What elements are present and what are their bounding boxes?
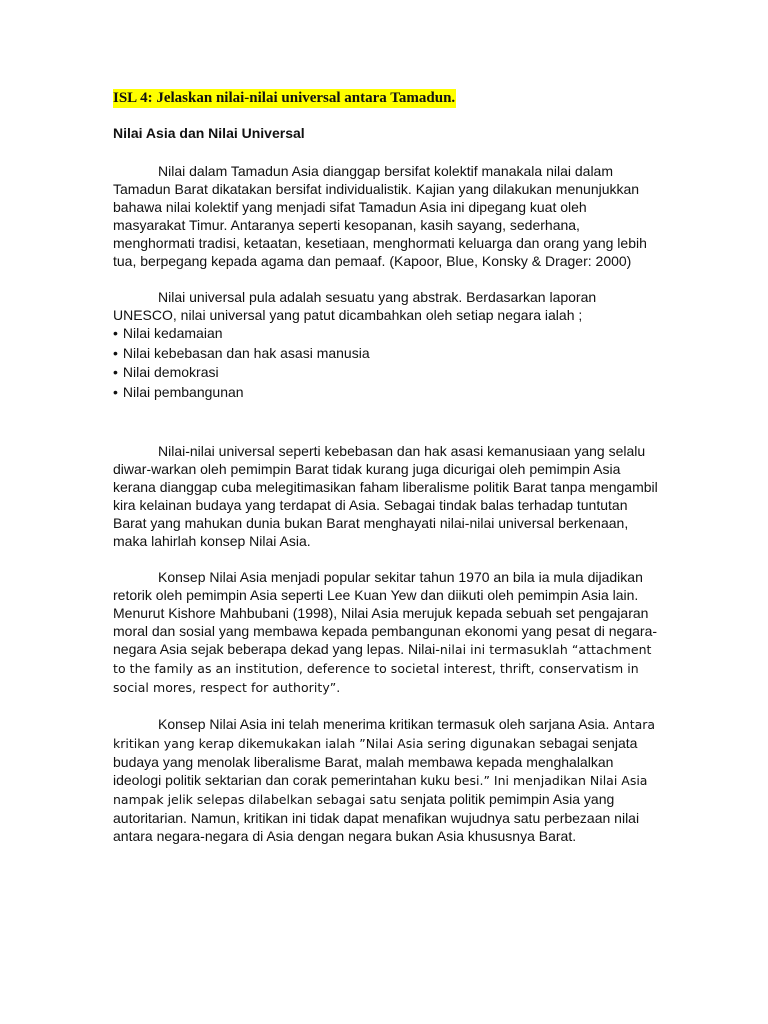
document-body <box>113 88 658 863</box>
paragraph-5-part-1: Konsep Nilai Asia ini telah menerima kritikan termasuk oleh sarjana Asia. <box>158 716 610 732</box>
list-item: • Nilai kebebasan dan hak asasi manusia <box>113 344 658 364</box>
paragraph-3: Nilai-nilai universal seperti kebebasan dan hak asasi kemanusiaan yang selalu diwar-warkan oleh pemimpin Barat tidak kurang juga dicurigai oleh pemimpin Asia kerana dianggap cuba melegitimasikan faham liberalisme politik Barat tanpa mengambil kira kelainan budaya yang terdapat di Asia. Sebagai tindak balas terhadap tuntutan Barat yang mahukan dunia bukan Barat menghayati nilai-nilai universal berkenaan, maka lahirlah konsep Nilai Asia. <box>113 443 658 549</box>
question-heading <box>113 88 658 108</box>
paragraph-5-part-2: Antara kritikan yang kerap dikemukakan ialah ”Nilai Asia sering digunakan <box>113 717 656 751</box>
paragraph-2: Nilai universal pula adalah sesuatu yang abstrak. Berdasarkan laporan UNESCO, nilai universal yang patut dicambahkan oleh setiap negara ialah ; <box>113 289 597 323</box>
universal-values-list <box>113 324 658 402</box>
list-item: • Nilai kedamaian <box>113 324 658 344</box>
paragraph-1: Nilai dalam Tamadun Asia dianggap bersifat kolektif manakala nilai dalam Tamadun Barat dikatakan bersifat individualistik. Kajian yang dilakukan menunjukkan bahawa nilai kolektif yang menjadi sifat Tamadun Asia ini dipegang kuat oleh masyarakat Timur. Antaranya seperti kesopanan, kasih sayang, sederhana, menghormati tradisi, ketaatan, kesetiaan, menghormati keluarga dan orang yang lebih tua, berpegang kepada agama dan pemaaf. (Kapoor, Blue, Konsky & Drager: 2000) <box>113 163 647 269</box>
paragraph-4-main: Konsep Nilai Asia menjadi popular sekitar tahun 1970 an bila ia mula dijadikan retorik oleh pemimpin Asia seperti Lee Kuan Yew dan diikuti oleh pemimpin Asia lain. Menurut Kishore Mahbubani (1998), Nilai Asia merujuk kepada sebuah set pengajaran moral dan sosial yang membawa kepada pembangunan ekonomi yang pesat di negara-negara Asia sejak beberapa dekad yang lepas. Nilai- <box>113 569 658 657</box>
paragraph-4-quote: nilai ini termasuklah “attachment to the family as an institution, deference to societal interest, thrift, conservatism in social mores, respect for authority”. <box>113 642 652 695</box>
section-title: Nilai Asia dan Nilai Universal <box>113 125 305 141</box>
question-heading-highlight: ISL 4: Jelaskan nilai-nilai universal antara Tamadun. <box>113 90 456 106</box>
paragraph-5-part-4: besi.” Ini menjadikan Nilai Asia nampak jelik selepas dilabelkan sebagai satu <box>113 773 648 807</box>
paragraph-5-part-5: senjata politik pemimpin Asia yang autoritarian. Namun, kritikan ini tidak dapat menafikan wujudnya satu perbezaan nilai antara negara-negara di Asia dengan negara bukan Asia khususnya Barat. <box>113 791 640 844</box>
list-item: • Nilai pembangunan <box>113 383 658 403</box>
paragraph-4 <box>113 568 658 697</box>
paragraph-5 <box>113 715 658 845</box>
list-item: • Nilai demokrasi <box>113 363 658 383</box>
paragraph-5-part-3: sebagai senjata budaya yang menolak liberalisme Barat, malah membawa kepada menghalalkan ideologi politik sektarian dan corak pemerintahan kuku <box>113 735 638 788</box>
